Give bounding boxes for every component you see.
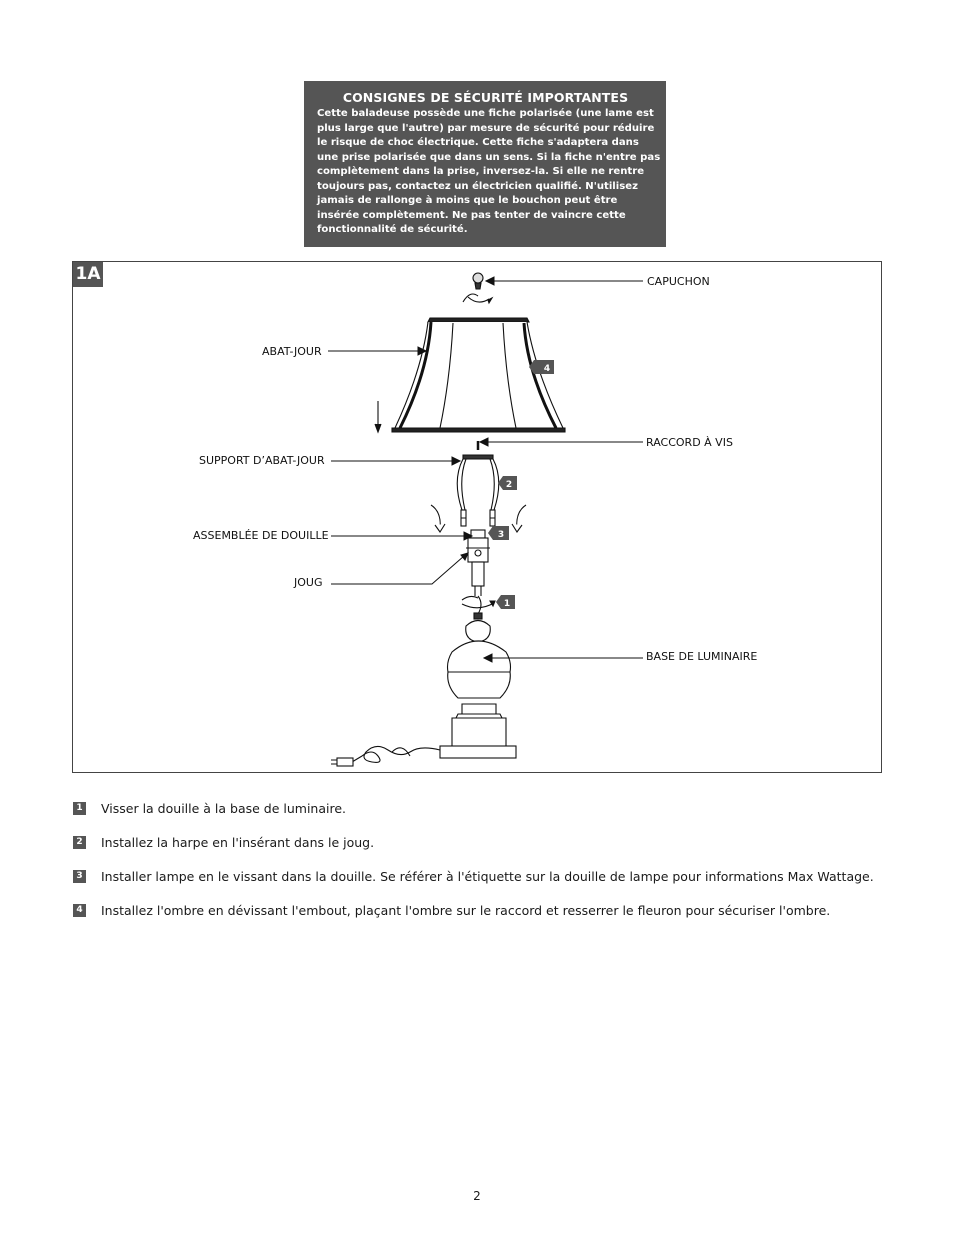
svg-text:1: 1 (503, 599, 511, 609)
safety-line: Cette baladeuse possède une fiche polarisée (une lame est (317, 108, 654, 119)
safety-line: insérée complètement. Ne pas tenter de vaincre cette (317, 209, 626, 221)
socket-icon (466, 530, 490, 596)
label-raccord-a-vis: RACCORD À VIS (646, 436, 733, 449)
svg-text:4: 4 (543, 364, 551, 374)
power-cord-icon (331, 746, 440, 766)
step-text: Visser la douille à la base de luminaire. (101, 801, 347, 816)
svg-text:2: 2 (505, 480, 513, 490)
safety-line: le risque de choc électrique. Cette fiche s'adaptera dans (317, 137, 639, 148)
label-abat-jour: ABAT-JOUR (262, 345, 322, 358)
lamp-base-icon (440, 613, 516, 758)
step-number: 1 (73, 802, 86, 815)
svg-text:3: 3 (497, 530, 505, 540)
finial-icon (463, 273, 492, 303)
figure-badge: 1A (73, 262, 103, 287)
harp-icon (457, 455, 499, 526)
callout-2 (498, 476, 517, 490)
safety-line: fonctionnalité de sécurité. (317, 224, 468, 235)
safety-title: CONSIGNES DE SÉCURITÉ IMPORTANTES (342, 90, 629, 105)
label-joug: JOUG (294, 576, 323, 589)
safety-line: complètement dans la prise, inversez-la. Si elle ne rentre (317, 166, 645, 177)
shade-icon (392, 318, 565, 432)
safety-line: une prise polarisée que dans un sens. Si la fiche n'entre pas (317, 151, 661, 163)
page-number: 2 (473, 1189, 481, 1203)
label-base-de-luminaire: BASE DE LUMINAIRE (646, 650, 758, 663)
step-text: Installez la harpe en l'insérant dans le joug. (101, 835, 375, 850)
callout-4 (529, 360, 554, 374)
step-number: 2 (73, 836, 86, 849)
safety-line: toujours pas, contactez un électricien qualifié. N'utilisez (317, 180, 638, 192)
callout-3 (488, 526, 509, 540)
step-text: Installez l'ombre en dévissant l'embout, plaçant l'ombre sur le raccord et resserrer le fleuron pour sécuriser l'ombre. (101, 903, 831, 918)
label-capuchon: CAPUCHON (647, 275, 710, 288)
step-number: 3 (73, 870, 86, 883)
safety-line: plus large que l'autre) par mesure de sécurité pour réduire (317, 122, 655, 134)
safety-line: jamais de rallonge à moins que le bouchon peut être (317, 195, 618, 206)
label-assemblee-douille: ASSEMBLÉE DE DOUILLE (193, 529, 329, 542)
step-number: 4 (73, 904, 86, 917)
label-support-abat-jour: SUPPORT D’ABAT-JOUR (199, 454, 325, 467)
callout-1 (496, 595, 515, 609)
step-text: Installer lampe en le vissant dans la douille. Se référer à l'étiquette sur la douille de lampe pour informations Max Wattage. (101, 869, 874, 884)
